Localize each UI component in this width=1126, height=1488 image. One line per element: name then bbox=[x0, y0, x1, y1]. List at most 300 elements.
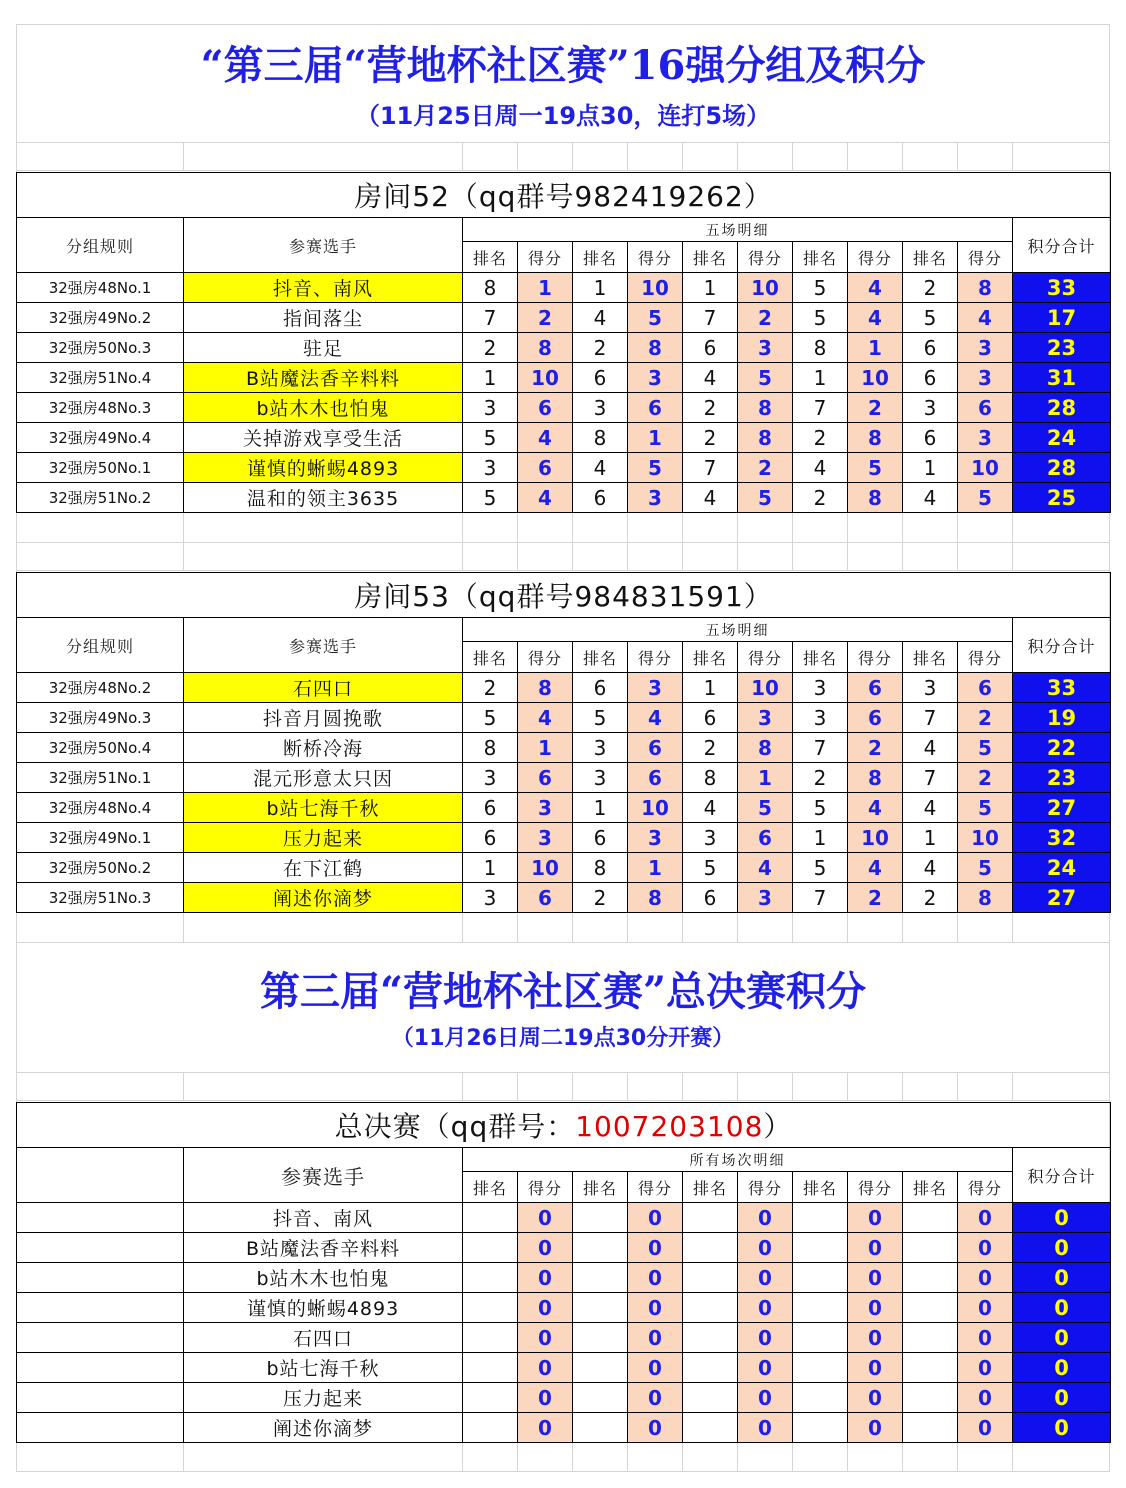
game-rank bbox=[903, 1233, 958, 1263]
final-rule-header bbox=[17, 1148, 184, 1203]
gridline bbox=[517, 512, 518, 570]
game-rank bbox=[573, 1323, 628, 1353]
table-row bbox=[17, 733, 1111, 763]
game-points: 2 bbox=[738, 303, 793, 333]
game-rank: 2 bbox=[793, 763, 848, 793]
table-row bbox=[17, 333, 1111, 363]
gridline bbox=[1012, 1072, 1013, 1100]
game-rank: 2 bbox=[683, 393, 738, 423]
player-name: b站七海千秋 bbox=[184, 1353, 463, 1383]
group-rule: 32强房51No.2 bbox=[17, 483, 184, 513]
gridline bbox=[902, 1072, 903, 1100]
room52-rank-header: 排名 bbox=[683, 242, 738, 273]
gridline bbox=[957, 142, 958, 170]
gridline bbox=[462, 1072, 463, 1100]
player-name: b站木木也怕鬼 bbox=[184, 1263, 463, 1293]
table-row bbox=[17, 673, 1111, 703]
gridline bbox=[682, 1442, 683, 1472]
room52-rule-header: 分组规则 bbox=[17, 218, 184, 273]
final-points-header: 得分 bbox=[958, 1172, 1013, 1203]
player-name: 压力起来 bbox=[184, 1383, 463, 1413]
game-points: 5 bbox=[958, 483, 1013, 513]
game-points: 0 bbox=[518, 1323, 573, 1353]
game-points: 6 bbox=[628, 763, 683, 793]
game-points: 6 bbox=[958, 393, 1013, 423]
game-points: 0 bbox=[738, 1293, 793, 1323]
game-points: 10 bbox=[738, 273, 793, 303]
table-row bbox=[17, 483, 1111, 513]
game-points: 6 bbox=[958, 673, 1013, 703]
room53-title: 房间53（qq群号984831591） bbox=[17, 573, 1111, 618]
game-points: 4 bbox=[518, 483, 573, 513]
total-score: 28 bbox=[1013, 393, 1111, 423]
game-points: 0 bbox=[628, 1293, 683, 1323]
game-rank bbox=[683, 1233, 738, 1263]
game-rank bbox=[683, 1323, 738, 1353]
room52-detail-header: 五场明细 bbox=[463, 218, 1013, 242]
gridline bbox=[737, 1072, 738, 1100]
game-points: 8 bbox=[628, 883, 683, 913]
gridline bbox=[737, 512, 738, 570]
room53-player-header: 参赛选手 bbox=[184, 618, 463, 673]
game-points: 3 bbox=[628, 823, 683, 853]
game-rank: 5 bbox=[903, 303, 958, 333]
game-points: 5 bbox=[958, 853, 1013, 883]
game-points: 0 bbox=[958, 1293, 1013, 1323]
room53-points-header: 得分 bbox=[628, 642, 683, 673]
game-points: 10 bbox=[958, 823, 1013, 853]
game-points: 8 bbox=[958, 883, 1013, 913]
player-name: 抖音、南风 bbox=[184, 273, 463, 303]
game-points: 3 bbox=[958, 363, 1013, 393]
gridline bbox=[627, 1442, 628, 1472]
gridline bbox=[682, 142, 683, 170]
game-points: 5 bbox=[628, 303, 683, 333]
game-rank: 2 bbox=[463, 673, 518, 703]
player-name: 阐述你滴梦 bbox=[184, 1413, 463, 1443]
gridline bbox=[627, 1072, 628, 1100]
game-rank bbox=[793, 1323, 848, 1353]
gridline bbox=[572, 912, 573, 942]
table-row bbox=[17, 1263, 1111, 1293]
game-points: 4 bbox=[848, 273, 903, 303]
game-points: 3 bbox=[628, 363, 683, 393]
room53-rank-header: 排名 bbox=[683, 642, 738, 673]
game-rank bbox=[903, 1383, 958, 1413]
game-points: 0 bbox=[518, 1203, 573, 1233]
game-rank bbox=[903, 1263, 958, 1293]
gridline bbox=[902, 512, 903, 570]
game-rank: 6 bbox=[463, 793, 518, 823]
gridline bbox=[572, 1442, 573, 1472]
game-points: 10 bbox=[628, 273, 683, 303]
game-points: 1 bbox=[628, 853, 683, 883]
game-rank: 8 bbox=[683, 763, 738, 793]
group-rule: 32强房48No.2 bbox=[17, 673, 184, 703]
room53-table bbox=[16, 572, 1111, 913]
final-subtitle: （11月26日周二19点30分开赛） bbox=[391, 1026, 735, 1051]
group-rule: 32强房48No.1 bbox=[17, 273, 184, 303]
game-rank: 7 bbox=[683, 303, 738, 333]
game-rank: 5 bbox=[793, 303, 848, 333]
game-rank: 4 bbox=[573, 453, 628, 483]
total-score: 32 bbox=[1013, 823, 1111, 853]
game-points: 4 bbox=[848, 793, 903, 823]
game-points: 0 bbox=[738, 1323, 793, 1353]
room53-rule-header: 分组规则 bbox=[17, 618, 184, 673]
gridline bbox=[792, 1442, 793, 1472]
table-row bbox=[17, 793, 1111, 823]
game-rank: 1 bbox=[683, 673, 738, 703]
gridline bbox=[847, 1442, 848, 1472]
game-points: 0 bbox=[848, 1233, 903, 1263]
final-rank-header: 排名 bbox=[793, 1172, 848, 1203]
gridline bbox=[16, 542, 1110, 543]
group-rule bbox=[17, 1323, 184, 1353]
game-points: 3 bbox=[958, 333, 1013, 363]
game-rank: 4 bbox=[903, 733, 958, 763]
game-rank: 1 bbox=[683, 273, 738, 303]
gridline bbox=[737, 912, 738, 942]
final-rank-header: 排名 bbox=[463, 1172, 518, 1203]
game-points: 3 bbox=[958, 423, 1013, 453]
game-rank bbox=[793, 1203, 848, 1233]
game-points: 3 bbox=[738, 883, 793, 913]
game-points: 10 bbox=[518, 363, 573, 393]
game-rank: 6 bbox=[573, 363, 628, 393]
final-player-header: 参赛选手 bbox=[184, 1148, 463, 1203]
game-rank: 5 bbox=[463, 483, 518, 513]
page-title: “第三届“营地杯社区赛”16强分组及积分 bbox=[200, 42, 926, 89]
game-points: 10 bbox=[958, 453, 1013, 483]
game-rank: 3 bbox=[903, 393, 958, 423]
game-rank: 7 bbox=[793, 733, 848, 763]
game-points: 0 bbox=[848, 1293, 903, 1323]
gridline bbox=[16, 170, 1110, 171]
group-rule: 32强房50No.3 bbox=[17, 333, 184, 363]
game-rank bbox=[463, 1413, 518, 1443]
game-rank: 6 bbox=[573, 673, 628, 703]
game-rank: 7 bbox=[903, 763, 958, 793]
game-points: 0 bbox=[958, 1323, 1013, 1353]
game-points: 4 bbox=[848, 303, 903, 333]
game-rank bbox=[463, 1293, 518, 1323]
total-score: 0 bbox=[1013, 1353, 1111, 1383]
total-score: 0 bbox=[1013, 1293, 1111, 1323]
gridline bbox=[462, 512, 463, 570]
game-points: 0 bbox=[738, 1353, 793, 1383]
game-points: 2 bbox=[518, 303, 573, 333]
game-points: 1 bbox=[738, 763, 793, 793]
game-rank: 7 bbox=[463, 303, 518, 333]
game-rank: 3 bbox=[573, 733, 628, 763]
room53-points-header: 得分 bbox=[958, 642, 1013, 673]
game-rank: 1 bbox=[903, 453, 958, 483]
game-points: 4 bbox=[518, 423, 573, 453]
room52-points-header: 得分 bbox=[628, 242, 683, 273]
gridline bbox=[682, 912, 683, 942]
game-points: 0 bbox=[628, 1233, 683, 1263]
room52-rank-header: 排名 bbox=[573, 242, 628, 273]
game-rank bbox=[903, 1293, 958, 1323]
game-rank: 7 bbox=[683, 453, 738, 483]
game-rank: 2 bbox=[903, 273, 958, 303]
game-rank bbox=[573, 1233, 628, 1263]
player-name: b站木木也怕鬼 bbox=[184, 393, 463, 423]
gridline bbox=[1012, 912, 1013, 942]
table-row bbox=[17, 423, 1111, 453]
game-rank: 1 bbox=[463, 363, 518, 393]
game-points: 0 bbox=[518, 1353, 573, 1383]
total-score: 0 bbox=[1013, 1413, 1111, 1443]
game-points: 5 bbox=[738, 363, 793, 393]
table-row bbox=[17, 763, 1111, 793]
final-subheader bbox=[16, 1028, 1110, 1050]
game-rank: 7 bbox=[903, 703, 958, 733]
game-rank bbox=[683, 1203, 738, 1233]
game-rank bbox=[573, 1383, 628, 1413]
game-points: 2 bbox=[738, 453, 793, 483]
main-header bbox=[16, 42, 1110, 89]
group-rule: 32强房49No.2 bbox=[17, 303, 184, 333]
game-points: 5 bbox=[848, 453, 903, 483]
table-row bbox=[17, 703, 1111, 733]
gridline bbox=[462, 142, 463, 170]
room52-points-header: 得分 bbox=[958, 242, 1013, 273]
game-rank: 3 bbox=[463, 883, 518, 913]
total-score: 22 bbox=[1013, 733, 1111, 763]
game-rank bbox=[793, 1263, 848, 1293]
final-points-header: 得分 bbox=[518, 1172, 573, 1203]
game-rank: 1 bbox=[793, 363, 848, 393]
gridline bbox=[183, 1442, 184, 1472]
player-name: 驻足 bbox=[184, 333, 463, 363]
game-rank: 6 bbox=[903, 363, 958, 393]
game-rank bbox=[573, 1263, 628, 1293]
gridline bbox=[737, 1442, 738, 1472]
player-name: 石四口 bbox=[184, 1323, 463, 1353]
total-score: 23 bbox=[1013, 333, 1111, 363]
game-rank: 6 bbox=[573, 483, 628, 513]
player-name: 关掉游戏享受生活 bbox=[184, 423, 463, 453]
gridline bbox=[16, 1072, 1110, 1073]
game-rank bbox=[793, 1353, 848, 1383]
game-rank: 4 bbox=[903, 483, 958, 513]
gridline bbox=[517, 912, 518, 942]
table-row bbox=[17, 1383, 1111, 1413]
game-points: 0 bbox=[628, 1323, 683, 1353]
game-points: 8 bbox=[958, 273, 1013, 303]
final-title bbox=[17, 1103, 1111, 1148]
game-points: 0 bbox=[518, 1233, 573, 1263]
game-rank bbox=[903, 1353, 958, 1383]
game-rank: 1 bbox=[903, 823, 958, 853]
game-points: 0 bbox=[958, 1203, 1013, 1233]
total-score: 31 bbox=[1013, 363, 1111, 393]
game-points: 5 bbox=[958, 733, 1013, 763]
game-rank bbox=[463, 1383, 518, 1413]
gridline bbox=[847, 512, 848, 570]
game-rank: 1 bbox=[793, 823, 848, 853]
game-rank: 6 bbox=[573, 823, 628, 853]
player-name: 谨慎的蜥蜴4893 bbox=[184, 453, 463, 483]
game-points: 0 bbox=[738, 1233, 793, 1263]
table-row bbox=[17, 273, 1111, 303]
total-score: 33 bbox=[1013, 273, 1111, 303]
page-subtitle: （11月25日周一19点30，连打5场） bbox=[355, 102, 771, 130]
game-rank: 5 bbox=[573, 703, 628, 733]
game-rank: 5 bbox=[793, 273, 848, 303]
gridline bbox=[792, 912, 793, 942]
final-title-prefix: 总决赛（qq群号： bbox=[334, 1110, 576, 1143]
gridline bbox=[16, 142, 1110, 143]
game-rank: 6 bbox=[683, 703, 738, 733]
gridline bbox=[1012, 1442, 1013, 1472]
game-points: 5 bbox=[738, 483, 793, 513]
game-points: 3 bbox=[738, 703, 793, 733]
game-rank bbox=[573, 1353, 628, 1383]
table-row bbox=[17, 883, 1111, 913]
game-points: 0 bbox=[518, 1413, 573, 1443]
group-rule: 32强房48No.3 bbox=[17, 393, 184, 423]
game-rank: 3 bbox=[463, 453, 518, 483]
game-rank: 5 bbox=[683, 853, 738, 883]
gridline bbox=[957, 1072, 958, 1100]
game-rank: 2 bbox=[573, 883, 628, 913]
game-rank: 8 bbox=[793, 333, 848, 363]
game-points: 2 bbox=[848, 733, 903, 763]
gridline bbox=[957, 1442, 958, 1472]
game-points: 2 bbox=[958, 703, 1013, 733]
room52-body bbox=[17, 173, 1111, 513]
game-points: 6 bbox=[518, 883, 573, 913]
room53-rank-header: 排名 bbox=[573, 642, 628, 673]
game-points: 0 bbox=[628, 1203, 683, 1233]
game-rank bbox=[793, 1383, 848, 1413]
gridline bbox=[627, 512, 628, 570]
group-rule: 32强房50No.4 bbox=[17, 733, 184, 763]
gridline bbox=[462, 1442, 463, 1472]
game-rank: 8 bbox=[463, 733, 518, 763]
game-points: 1 bbox=[848, 333, 903, 363]
table-row bbox=[17, 1323, 1111, 1353]
final-points-header: 得分 bbox=[848, 1172, 903, 1203]
total-score: 24 bbox=[1013, 423, 1111, 453]
game-points: 3 bbox=[518, 823, 573, 853]
gridline bbox=[572, 512, 573, 570]
gridline bbox=[627, 142, 628, 170]
room52-points-header: 得分 bbox=[738, 242, 793, 273]
game-points: 2 bbox=[848, 883, 903, 913]
total-score: 33 bbox=[1013, 673, 1111, 703]
group-rule bbox=[17, 1203, 184, 1233]
game-rank: 5 bbox=[793, 853, 848, 883]
game-points: 2 bbox=[958, 763, 1013, 793]
game-points: 0 bbox=[848, 1203, 903, 1233]
game-rank: 3 bbox=[903, 673, 958, 703]
room53-total-header: 积分合计 bbox=[1013, 618, 1111, 673]
final-points-header: 得分 bbox=[628, 1172, 683, 1203]
game-points: 5 bbox=[958, 793, 1013, 823]
player-name: 谨慎的蜥蜴4893 bbox=[184, 1293, 463, 1323]
game-points: 5 bbox=[628, 453, 683, 483]
total-score: 0 bbox=[1013, 1233, 1111, 1263]
final-title-suffix: ） bbox=[763, 1110, 793, 1143]
gridline bbox=[627, 912, 628, 942]
game-points: 1 bbox=[518, 733, 573, 763]
game-rank bbox=[793, 1233, 848, 1263]
game-rank bbox=[573, 1293, 628, 1323]
gridline bbox=[517, 1442, 518, 1472]
gridline bbox=[957, 512, 958, 570]
gridline bbox=[737, 142, 738, 170]
gridline bbox=[572, 142, 573, 170]
game-rank bbox=[903, 1323, 958, 1353]
game-rank bbox=[683, 1383, 738, 1413]
game-rank: 2 bbox=[793, 423, 848, 453]
final-detail-header: 所有场次明细 bbox=[463, 1148, 1013, 1172]
game-rank bbox=[683, 1413, 738, 1443]
game-rank: 6 bbox=[683, 333, 738, 363]
game-rank: 2 bbox=[573, 333, 628, 363]
game-points: 0 bbox=[628, 1353, 683, 1383]
room53-points-header: 得分 bbox=[518, 642, 573, 673]
room52-title: 房间52（qq群号982419262） bbox=[17, 173, 1111, 218]
player-name: 压力起来 bbox=[184, 823, 463, 853]
game-rank: 7 bbox=[793, 393, 848, 423]
gridline bbox=[183, 912, 184, 942]
final-total-header: 积分合计 bbox=[1013, 1148, 1111, 1203]
game-points: 8 bbox=[848, 483, 903, 513]
room52-rank-header: 排名 bbox=[793, 242, 848, 273]
game-rank: 4 bbox=[793, 453, 848, 483]
game-rank bbox=[463, 1203, 518, 1233]
game-rank: 5 bbox=[793, 793, 848, 823]
game-points: 0 bbox=[738, 1383, 793, 1413]
game-points: 0 bbox=[518, 1383, 573, 1413]
player-name: B站魔法香辛料料 bbox=[184, 363, 463, 393]
player-name: 抖音月圆挽歌 bbox=[184, 703, 463, 733]
player-name: b站七海千秋 bbox=[184, 793, 463, 823]
game-rank: 3 bbox=[573, 763, 628, 793]
game-rank: 3 bbox=[463, 393, 518, 423]
group-rule bbox=[17, 1383, 184, 1413]
game-points: 0 bbox=[848, 1413, 903, 1443]
gridline bbox=[16, 1100, 1110, 1101]
game-points: 4 bbox=[848, 853, 903, 883]
game-rank: 3 bbox=[683, 823, 738, 853]
group-rule: 32强房49No.4 bbox=[17, 423, 184, 453]
total-score: 0 bbox=[1013, 1263, 1111, 1293]
game-points: 0 bbox=[738, 1203, 793, 1233]
game-rank bbox=[683, 1263, 738, 1293]
game-points: 0 bbox=[958, 1353, 1013, 1383]
group-rule: 32强房51No.1 bbox=[17, 763, 184, 793]
table-row bbox=[17, 853, 1111, 883]
game-points: 6 bbox=[848, 673, 903, 703]
game-points: 6 bbox=[628, 733, 683, 763]
final-qq-number: 1007203108 bbox=[575, 1110, 764, 1143]
room52-rank-header: 排名 bbox=[463, 242, 518, 273]
player-name: 抖音、南风 bbox=[184, 1203, 463, 1233]
game-rank: 2 bbox=[463, 333, 518, 363]
group-rule: 32强房49No.1 bbox=[17, 823, 184, 853]
game-points: 4 bbox=[958, 303, 1013, 333]
game-points: 3 bbox=[518, 793, 573, 823]
final-body bbox=[17, 1103, 1111, 1443]
game-points: 6 bbox=[628, 393, 683, 423]
gridline bbox=[1012, 142, 1013, 170]
